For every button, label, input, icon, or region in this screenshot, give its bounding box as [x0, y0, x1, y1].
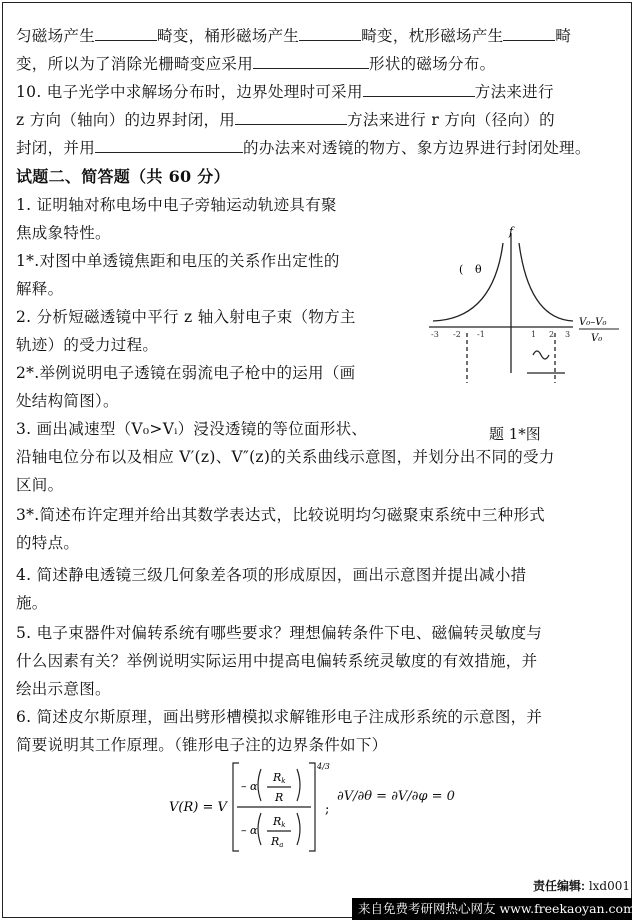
svg-text:3: 3: [565, 330, 571, 339]
boundary-formula: [169, 759, 479, 855]
formula-lhs: V(R) = V: [169, 800, 227, 815]
text-line: z 方向（轴向）的边界封闭，用 方法来进行 r 方向（径向）的: [16, 111, 555, 129]
axis-top-label: f: [509, 225, 514, 238]
exam-page: [2, 2, 632, 918]
formula-rhs: ∂V/∂θ = ∂V/∂φ = 0: [337, 789, 455, 804]
svg-text:Ra: Ra: [271, 835, 284, 849]
svg-text:– α: – α: [241, 780, 258, 793]
question-6-cont: 简要说明其工作原理。（锥形电子注的边界条件如下）: [16, 736, 388, 754]
question-1s: 1*.对图中单透镜焦距和电压的关系作出定性的: [16, 252, 340, 270]
question-2: 2. 分析短磁透镜中平行 z 轴入射电子束（物方主: [16, 308, 356, 326]
label-right: θ: [475, 263, 482, 276]
editor-credit: 责任编辑: lxd001: [533, 879, 631, 893]
question-3s-cont: 的特点。: [16, 534, 80, 552]
text-line: 匀磁场产生 畸变，桶形磁场产生 畸变，枕形磁场产生 畸: [16, 27, 572, 45]
axis-ratio-den: V₀: [591, 333, 603, 344]
question-5-cont2: 绘出示意图。: [16, 680, 111, 698]
question-4: 4. 简述静电透镜三级几何象差各项的形成原因，画出示意图并提出减小措: [16, 566, 527, 584]
svg-text:Rk: Rk: [273, 771, 286, 785]
question-3: 3. 画出减速型（V₀>Vᵢ）浸没透镜的等位面形状、: [16, 420, 368, 438]
svg-text:-1: -1: [477, 330, 485, 339]
question-5-cont: 什么因素有关？举例说明实际运用中提高电偏转系统灵敏度的有效措施，并: [16, 652, 538, 670]
curve-right: [519, 243, 573, 321]
question-6: 6. 简述皮尔斯原理，画出劈形槽模拟求解锥形电子注成形系统的示意图，并: [16, 708, 543, 726]
question-3-cont2: 区间。: [16, 476, 64, 494]
question-2s-cont: 处结构简图）。: [16, 392, 119, 410]
svg-text:-2: -2: [453, 330, 461, 339]
svg-text:– α: – α: [241, 824, 258, 837]
section-heading: 试题二、简答题（共 60 分）: [16, 167, 230, 186]
text-line: 封闭，并用 的办法来对透镜的物方、象方边界进行封闭处理。: [16, 139, 591, 157]
question-4-cont: 施。: [16, 594, 48, 612]
source-footer: 来自免费考研网热心网友 www.freekaoyan.com: [352, 898, 632, 920]
curve-left: [433, 243, 503, 321]
question-3-cont: 沿轴电位分布以及相应 V′(z)、V″(z)的关系曲线示意图，并划分出不同的受力: [16, 448, 555, 466]
question-2s: 2*.举例说明电子透镜在弱流电子枪中的运用（画: [16, 364, 356, 382]
question-1s-cont: 解释。: [16, 280, 64, 298]
question-1: 1. 证明轴对称电场中电子旁轴运动轨迹具有聚: [16, 196, 337, 214]
lens-symbol: [533, 351, 549, 359]
question-2-cont: 轨迹）的受力过程。: [16, 336, 159, 354]
text-line: 变，所以为了消除光栅畸变应采用 形状的磁场分布。: [16, 55, 496, 73]
svg-text:R: R: [275, 791, 284, 804]
focal-length-figure: [423, 223, 623, 393]
question-1-cont: 焦成象特性。: [16, 224, 111, 242]
svg-text:-3: -3: [431, 330, 439, 339]
figure-caption: 题 1*图: [489, 425, 541, 443]
question-5: 5. 电子束器件对偏转系统有哪些要求？理想偏转条件下电、磁偏转灵敏度与: [16, 624, 543, 642]
text-line: 10. 电子光学中求解场分布时，边界处理时可采用 方法来进行: [16, 83, 554, 101]
axis-ratio-num: V₀–V₀: [579, 317, 607, 328]
label-left: (: [459, 263, 464, 276]
formula-exponent: 4/3: [317, 762, 330, 771]
svg-text:1: 1: [531, 330, 537, 339]
svg-text:2: 2: [549, 330, 555, 339]
formula-separator: ;: [325, 802, 330, 817]
svg-text:Rk: Rk: [273, 815, 286, 829]
question-3s: 3*.简述布许定理并给出其数学表达式，比较说明均匀磁聚束系统中三种形式: [16, 506, 546, 524]
